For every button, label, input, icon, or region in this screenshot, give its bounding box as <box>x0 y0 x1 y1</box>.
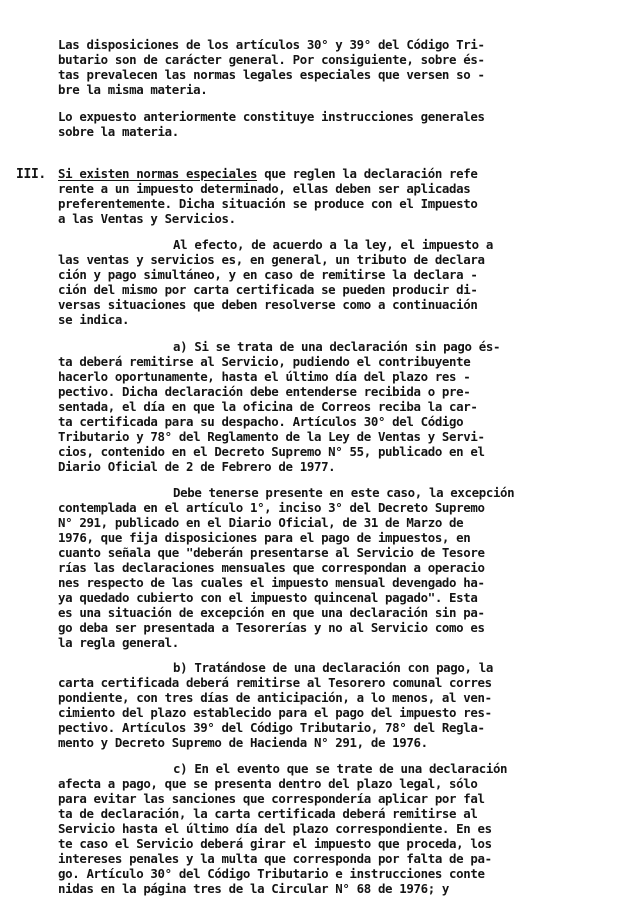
text-line: Al efecto, de acuerdo a la ley, el impuesto a <box>173 237 493 252</box>
text-line: carta certificada deberá remitirse al Tesorero comunal corres <box>58 675 492 690</box>
text-line: ya quedado cubierto con el impuesto quincenal pagado". Esta <box>58 590 478 605</box>
text-line: go deba ser presentada a Tesorerías y no al Servicio como es <box>58 620 485 635</box>
text-line: afecta a pago, que se presenta dentro del plazo legal, sólo <box>58 776 478 791</box>
text-line: para evitar las sanciones que correspondería aplicar por fal <box>58 791 485 806</box>
text-line: a las Ventas y Servicios. <box>58 211 236 226</box>
text-line: intereses penales y la multa que corresponda por falta de pa- <box>58 851 492 866</box>
text-line: Lo expuesto anteriormente constituye instrucciones generales <box>58 109 485 124</box>
text-line: pectivo. Dicha declaración debe entenderse recibida o pre- <box>58 384 471 399</box>
text-line: pondiente, con tres días de anticipación, a lo menos, al ven- <box>58 690 492 705</box>
section-first-line <box>58 166 477 181</box>
text-line: Servicio hasta el último día del plazo correspondiente. En es <box>58 821 492 836</box>
text-line: ción y pago simultáneo, y en caso de remitirse la declara - <box>58 267 478 282</box>
section-heading-rest: que reglen la declaración refe <box>257 166 478 181</box>
text-line: versas situaciones que deben resolverse como a continuación <box>58 297 478 312</box>
text-line: cimiento del plazo establecido para el pago del impuesto res- <box>58 705 492 720</box>
text-line: ta de declaración, la carta certificada deberá remitirse al <box>58 806 478 821</box>
text-line: es una situación de excepción en que una declaración sin pa- <box>58 605 485 620</box>
text-line: go. Artículo 30° del Código Tributario e instrucciones conte <box>58 866 485 881</box>
section-number: III. <box>16 167 46 182</box>
text-line: mento y Decreto Supremo de Hacienda N° 291, de 1976. <box>58 735 428 750</box>
text-line: cios, contenido en el Decreto Supremo N° 55, publicado en el <box>58 444 485 459</box>
text-line: 1976, que fija disposiciones para el pago de impuestos, en <box>58 530 471 545</box>
text-line: nes respecto de las cuales el impuesto mensual devengado ha- <box>58 575 485 590</box>
text-line: Las disposiciones de los artículos 30° y 39° del Código Tri- <box>58 37 485 52</box>
text-line: Diario Oficial de 2 de Febrero de 1977. <box>58 459 336 474</box>
text-line: ta certificada para su despacho. Artículos 30° del Código <box>58 414 464 429</box>
text-line: rente a un impuesto determinado, ellas deben ser aplicadas <box>58 181 471 196</box>
text-line: contemplada en el artículo 1°, inciso 3° del Decreto Supremo <box>58 500 485 515</box>
text-line: tas prevalecen las normas legales especiales que versen so - <box>58 67 485 82</box>
text-line: sobre la materia. <box>58 124 179 139</box>
text-line: c) En el evento que se trate de una declaración <box>173 761 508 776</box>
section-heading-underlined: Si existen normas especiales <box>58 166 258 181</box>
text-line: rías las declaraciones mensuales que correspondan a operacio <box>58 560 485 575</box>
text-line: ción del mismo por carta certificada se pueden producir di- <box>58 282 478 297</box>
text-line: nidas en la página tres de la Circular N° 68 de 1976; y <box>58 881 450 896</box>
text-line: b) Tratándose de una declaración con pago, la <box>173 660 493 675</box>
text-line: a) Si se trata de una declaración sin pago és- <box>173 339 501 354</box>
text-line: sentada, el día en que la oficina de Correos reciba la car- <box>58 399 478 414</box>
text-line: butario son de carácter general. Por consiguiente, sobre és- <box>58 52 485 67</box>
text-line: Tributario y 78° del Reglamento de la Ley de Ventas y Servi- <box>58 429 485 444</box>
text-line: pectivo. Artículos 39° del Código Tributario, 78° del Regla- <box>58 720 485 735</box>
text-line: cuanto señala que "deberán presentarse al Servicio de Tesore <box>58 545 485 560</box>
text-line: las ventas y servicios es, en general, un tributo de declara <box>58 252 485 267</box>
text-line: preferentemente. Dicha situación se produce con el Impuesto <box>58 196 478 211</box>
text-line: N° 291, publicado en el Diario Oficial, de 31 de Marzo de <box>58 515 464 530</box>
text-line: bre la misma materia. <box>58 82 208 97</box>
text-line: hacerlo oportunamente, hasta el último día del plazo res - <box>58 369 471 384</box>
text-line: se indica. <box>58 312 130 327</box>
text-line: te caso el Servicio deberá girar el impuesto que proceda, los <box>58 836 492 851</box>
text-line: la regla general. <box>58 635 179 650</box>
text-line: Debe tenerse presente en este caso, la excepción <box>173 485 515 500</box>
text-line: ta deberá remitirse al Servicio, pudiendo el contribuyente <box>58 354 471 369</box>
